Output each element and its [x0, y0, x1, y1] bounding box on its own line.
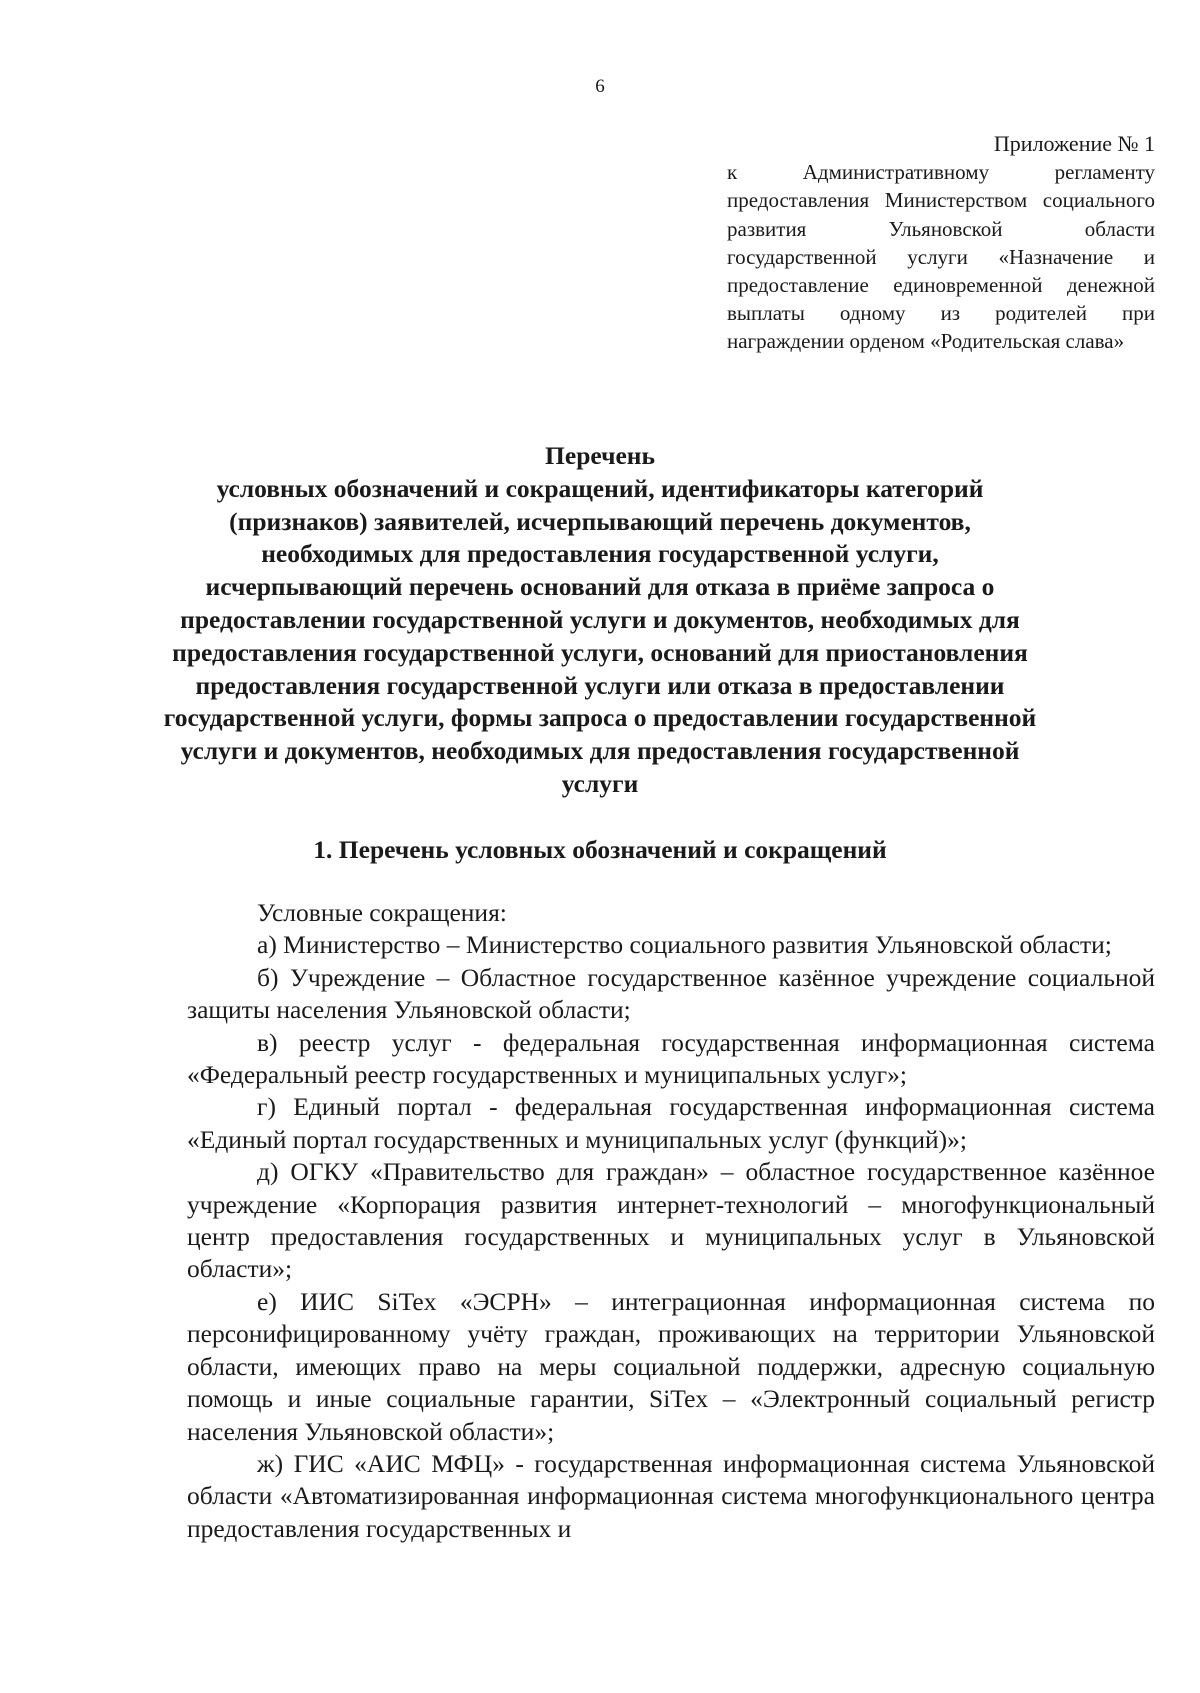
- page-number: 6: [595, 76, 605, 97]
- heading-line: исчерпывающий перечень оснований для отказа в приёме запроса о: [205, 572, 995, 602]
- body-intro: Условные сокращения:: [257, 898, 507, 927]
- heading-line: услуги: [561, 768, 639, 798]
- list-item: б) Учреждение – Областное государственное казённое учреждение социальной защиты населения Ульяновской области;: [187, 962, 1155, 1025]
- heading-line: предоставления государственной услуги или отказа в предоставлении: [195, 670, 1005, 700]
- appendix-block: [727, 130, 1155, 356]
- list-item: д) ОГКУ «Правительство для граждан» – областное государственное казённое учреждение «Корпорация развития интернет-технологий – многофункциональный центр предоставления государственных и муниципальных услуг в Ульяновской области»;: [187, 1157, 1155, 1284]
- document-heading: [150, 440, 1050, 801]
- heading-line: государственной услуги, формы запроса о предоставлении государственной: [163, 703, 1037, 733]
- heading-line: (признаков) заявителей, исчерпывающий перечень документов,: [229, 506, 971, 536]
- list-item: г) Единый портал - федеральная государственная информационная система «Единый портал государственных и муниципальных услуг (функций)»;: [187, 1092, 1155, 1154]
- heading-line: Перечень: [545, 441, 655, 470]
- list-item: е) ИИС SiTex «ЭСРН» – интеграционная информационная система по персонифицированному учёту граждан, проживающих на территории Ульяновской области, имеющих право на меры социальной поддержки, адресную социальную помощь и иные социальные гарантии, SiTex – «Электронный социальный регистр населения Ульяновской области»;: [187, 1286, 1155, 1446]
- list-item: ж) ГИС «АИС МФЦ» - государственная информационная система Ульяновской области «Автоматизированная информационная система многофункционального центра предоставления государственных и: [187, 1448, 1155, 1543]
- appendix-title: Приложение № 1: [993, 131, 1155, 156]
- heading-line: предоставления государственной услуги, оснований для приостановления: [172, 637, 1028, 667]
- list-item: а) Министерство – Министерство социального развития Ульяновской области;: [257, 930, 1112, 960]
- heading-line: условных обозначений и сокращений, идентификаторы категорий: [216, 473, 984, 503]
- section-title: 1. Перечень условных обозначений и сокращений: [313, 835, 887, 864]
- heading-line: услуги и документов, необходимых для предоставления государственной: [180, 736, 1020, 766]
- body-text: [187, 897, 1155, 1545]
- list-item: в) реестр услуг - федеральная государственная информационная система «Федеральный реестр государственных и муниципальных услуг»;: [187, 1027, 1155, 1090]
- heading-line: необходимых для предоставления государственной услуги,: [261, 539, 939, 569]
- appendix-text: к Административному регламенту предоставления Министерством социального развития Ульяновской области государственной услуги «Назначение и предоставление единовременной денежной выплаты одному из родителей при награждении орденом «Родительская слава»: [727, 160, 1155, 354]
- heading-line: предоставлении государственной услуги и документов, необходимых для: [180, 604, 1020, 634]
